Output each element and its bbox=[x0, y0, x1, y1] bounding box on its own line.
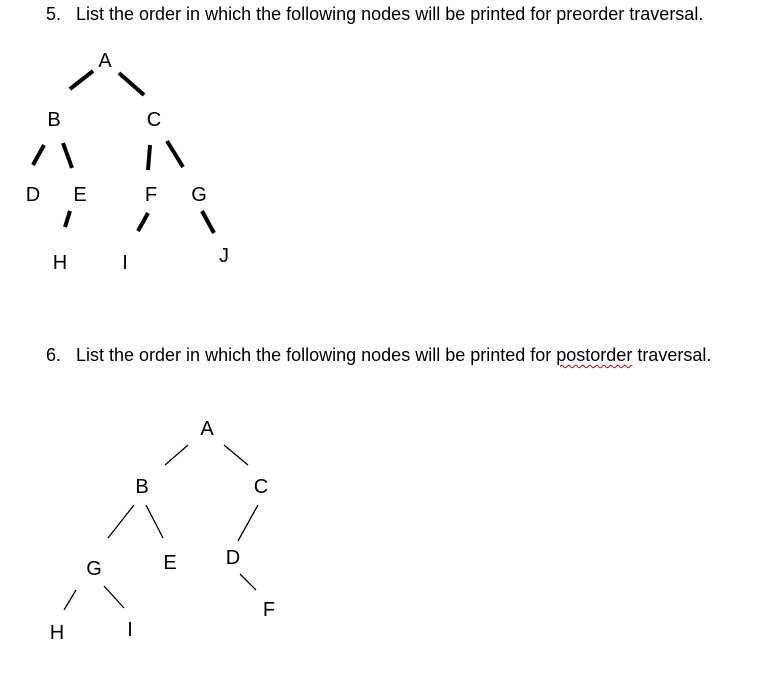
question-6-number: 6. bbox=[46, 345, 62, 365]
tree-2-edge-b-g bbox=[108, 505, 134, 538]
tree-1-node: G bbox=[191, 184, 207, 206]
tree-2-node: E bbox=[163, 552, 177, 574]
tree-2-node: F bbox=[262, 599, 276, 621]
tree-1-edge-b-d bbox=[33, 145, 44, 165]
tree-1-edge-a-c bbox=[119, 73, 144, 95]
tree-1-node: C bbox=[146, 109, 162, 131]
tree-2-node: D bbox=[225, 547, 241, 569]
question-6-text-end: traversal. bbox=[632, 345, 712, 365]
tree-1-node: I bbox=[122, 252, 128, 274]
tree-2-node: A bbox=[200, 418, 214, 440]
question-5-number: 5. bbox=[46, 4, 62, 24]
tree-2 bbox=[50, 418, 275, 644]
tree-2-edge-d-f bbox=[240, 574, 256, 590]
tree-1-node: H bbox=[52, 252, 68, 274]
tree-1 bbox=[26, 50, 229, 274]
tree-2-node: C bbox=[253, 476, 269, 498]
spellcheck-flagged-word[interactable]: postorder bbox=[556, 345, 633, 365]
question-6-text: List the order in which the following nodes will be printed for bbox=[76, 345, 557, 365]
tree-1-edge-g-j bbox=[202, 211, 214, 233]
tree-2-node: G bbox=[86, 558, 102, 580]
tree-2-edge-g-i bbox=[104, 586, 124, 608]
tree-1-edge-c-f bbox=[148, 145, 150, 170]
tree-1-edge-e-h bbox=[65, 211, 70, 227]
tree-1-edge-a-b bbox=[70, 71, 93, 89]
tree-2-node: I bbox=[127, 619, 133, 641]
tree-1-edge-b-e bbox=[63, 143, 72, 168]
tree-2-edge-c-d bbox=[238, 505, 258, 541]
tree-2-edge-g-h bbox=[64, 590, 76, 610]
tree-2-edge-a-b bbox=[165, 445, 188, 465]
tree-1-node: A bbox=[98, 50, 112, 72]
tree-1-node: J bbox=[219, 245, 229, 267]
tree-1-edge-c-g bbox=[167, 141, 183, 167]
question-5-text: List the order in which the following nodes will be printed for preorder traversal. bbox=[76, 4, 704, 24]
tree-2-node: H bbox=[49, 622, 65, 644]
tree-1-edge-f-i bbox=[138, 213, 148, 231]
tree-2-node: B bbox=[135, 476, 149, 498]
tree-1-node: D bbox=[25, 184, 41, 206]
tree-1-node: E bbox=[73, 184, 87, 206]
tree-1-node: B bbox=[47, 109, 61, 131]
tree-2-edge-b-e bbox=[146, 505, 163, 538]
tree-1-node: F bbox=[144, 184, 158, 206]
tree-2-edge-a-c bbox=[224, 445, 248, 465]
